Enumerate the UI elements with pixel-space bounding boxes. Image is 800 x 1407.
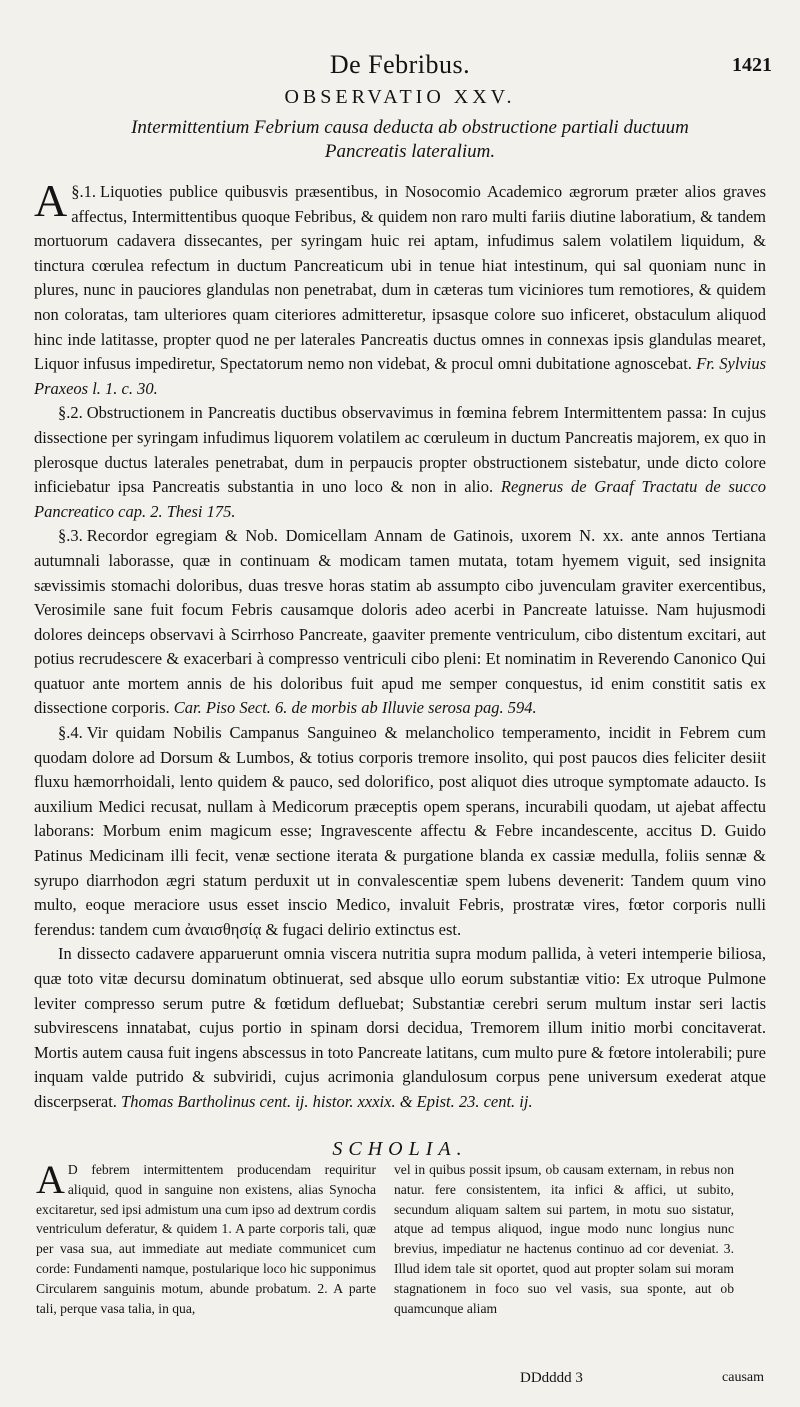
section-marker: §.3.: [58, 526, 83, 546]
section-marker: §.1.: [71, 182, 96, 201]
paragraph-text: Liquoties publice quibusvis præsentibus, in Nosocomio Academico ægrorum præter alios graves affectus, Intermittentibus quoque Febribus, & quidem non raro multi fariis diutine laboratium, & tandem mortuorum cadavera dissecantes, per syringam huic rei aptam, infudimus salem volatilem liquidum, & tinctura cœrulea refectum in ductum Pancreaticum ubi in tenue hiat intestinum, qui sal quoniam nunc in plures, nunc in pauciores glandulas non penetrabat, dum in cæteras tum viciniores tum remotiores, & quidem non coloratas, tam ulteriores quam citeriores admitteretur, ipsasque colore suo inficeret, obstaculum aliquod hinc inde latitasse, propter quod ne per laterales Pancreatis ductus omnes in connexas ipsis glandulas mearet, Liquor infusus impediretur, Spectatorum nemo non videbat, & procul omni dubitatione agnoscebat.: [34, 182, 766, 374]
paragraph-text: Obstructionem in Pancreatis ductibus observavimus in fœmina febrem Intermittentem passa: In cujus dissectione per syringam infudimus liquorem volatilem ac cœruleum in ductum Pancreatis majorem, ex quo in plerosque ductus laterales penetrabat, dum in perpaucis propter obstructionem sistebatur, unde dicto colore inficiebatur ipsa Pancreatis substantia in uno loco & non in alio.: [34, 403, 766, 497]
page-number: 1421: [732, 54, 772, 76]
paragraph-3: [34, 524, 766, 721]
scholia-left-column: [36, 1157, 376, 1318]
body-text: [34, 175, 767, 1115]
paragraph-1: [34, 175, 766, 401]
section-marker: §.4.: [58, 723, 83, 743]
drop-cap: A: [34, 175, 68, 226]
paragraph-5: [34, 942, 766, 1114]
citation: Fr. Sylvius Praxeos l. 1. c. 30.: [34, 354, 766, 398]
catchword: causam: [722, 1370, 764, 1385]
paragraph-text: In dissecto cadavere apparuerunt omnia viscera nutritia supra modum pallida, à veteri intemperie biliosa, quæ toto vitæ decursu dominatum obtinuerat, sed absque ullo eorum substantiæ vitio: Ex utroque Pulmone leviter compresso serum putre & fœtidum defluebat; Substantiæ cerebri serum multum instar seri lactis subvirescens innatabat, cujus portio in spinam dorsi decidua, Tremorem illum initio morbi concitaverat. Mortis autem causa fuit ingens abscessus in toto Pancreate latitans, cum multo pure & fœtore intolerabili; pure inquam valde putrido & subviridi, cujus acrimonia glandulosum corpus pene universum exederat atque discerpserat.: [34, 944, 766, 1111]
section-marker: §.2.: [58, 403, 83, 423]
citation: Regnerus de Graaf Tractatu de succo Pancreatico cap. 2. Thesi 175.: [34, 477, 767, 521]
citation: Thomas Bartholinus cent. ij. histor. xxxix. & Epist. 23. cent. ij.: [121, 1091, 533, 1111]
running-title: De Febribus.: [329, 50, 471, 79]
scholia-right-column: [394, 1160, 734, 1318]
citation: Car. Piso Sect. 6. de morbis ab Illuvie serosa pag. 594.: [173, 698, 537, 718]
observation-subtitle: Intermittentium Febrium causa deducta ab obstructione partiali ductuum Pancreatis lateralium.: [131, 117, 689, 162]
paragraph-text: Recordor egregiam & Nob. Domicellam Annam de Gatinois, uxorem N. xx. ante annos Tertiana autumnali laborasse, quæ in continuam & modicam tamen mutata, totam hyemem viguit, sed insignita sævissimis stomachi doloribus, duas tresve horas statim ab assumpto cibo juvenculam graviter exercentibus, Verosimile sane fuit focum Febris causamque doloris adeo acerbi in Pancreate latuisse. Nam hujusmodi dolores deinceps observavi à Scirrhoso Pancreate, gaaviter premente ventriculum, cibo distentum excitari, aut potius recrudescere & exacerbari à compresso ventriculi cibo pleni: Et nominatim in Reverendo Canonico Qui quatuor ante mortem annis de his doloribus fuit apud me semper conquestus, id enim constitit satis ex dissectione corporis.: [34, 526, 766, 718]
paragraph-text: Vir quidam Nobilis Campanus Sanguineo & melancholico temperamento, incidit in Febrem cum quodam dolore ad Dorsum & Lumbos, & totius corporis tremore insolito, qui post paucos dies feliciter desiit fluxu hæmorrhoidali, lento quidem & pauco, sed dolorifico, post aliquot dies utroque symptomate adaucto. Is auxilium Medici recusat, nullam à Medicorum præceptis opem sperans, incurabili quodam, ut ajebat affectu laborans: Morbum enim magicum esse; Ingravescente affectu & Febre incandescente, accitus D. Guido Patinus Medicinam illi fecit, venæ sectione iterata & purgatione blanda ex cassiæ medulla, foliis sennæ & syrupo diarrhodon ægri statum perduxit ut in convalescentiæ spem lubens devenerit: Tandem quum vino multo, eoque meraciore usus esset inscio Medico, invaluit Febris, prostratæ vires, fœtor corporis nulli ferendus: tandem cum ἀναισθησίᾳ & fugaci delirio extinctus est.: [34, 723, 766, 939]
paragraph-4: [34, 721, 766, 942]
scholia-right-text: vel in quibus possit ipsum, ob causam externam, in rebus non natur. fere consistentem, ita infici & affici, ut subito, secundum aliquam saltem sui partem, in motu suo sistatur, atque ad tempus aliquod, ingue modo nunc longius nunc brevius, impediatur ne hactenus continuo ad cor deveniat. 3. Illud idem tale sit oportet, quod aut propter solam sui moram stagnationem in foco suo vel vasis, sua sponte, aut ob quamcunque aliam: [394, 1162, 734, 1316]
observation-heading: OBSERVATIO XXV.: [284, 86, 516, 108]
signature-mark: DDdddd 3: [520, 1370, 583, 1386]
scholia-heading: SCHOLIA.: [332, 1138, 468, 1160]
drop-cap: A: [36, 1157, 65, 1202]
scholia-left-text: D febrem intermittentem producendam requiritur aliquid, quod in sanguine non existens, alias Synocha excitaretur, sed ipsi admistum una cum ipso ad dextrum cordis ventriculum deferatur, & quidem 1. A parte corporis tali, quæ per vasa sua, aut immediate aut mediate communicet cum corde: Fundamenti namque, postularique loco hic supponimus Circularem sanguinis motum, abunde probatum. 2. A parte tali, perque vasa talia, in qua,: [36, 1162, 376, 1316]
paragraph-2: [34, 401, 766, 524]
running-head: [0, 50, 800, 84]
